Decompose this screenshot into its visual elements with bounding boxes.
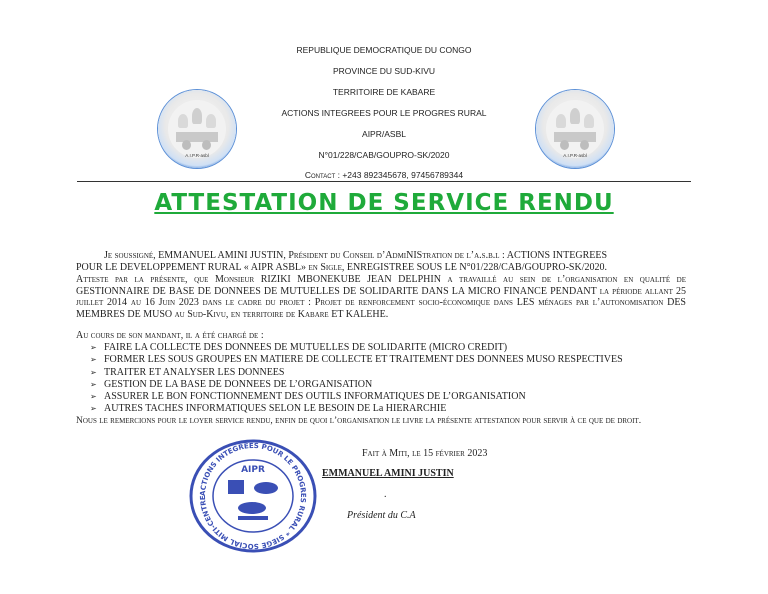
- signature-mark: .: [384, 489, 387, 500]
- header-divider: [77, 181, 691, 182]
- signatory-name: EMMANUEL AMINI JUSTIN: [322, 468, 454, 479]
- attestation-paragraph: Atteste par la présente, que Monsieur RIZIKI MBONEKUBE JEAN DELPHIN a travaillé au sein de l’organisation en qualité de GESTIONNAIRE DE BASE DE DONNEES DE MUTUELLES DE SOLIDARITE DANS LA MICRO FINANCE PENDANT la période allant 25 juillet 2014 au 16 Juin 2023 dans le cadre du projet : Projet de renforcement socio-économique dans LES ménages par l’autonomisation DES MEMBRES DE MUSO au Sud-Kivu, en territoire de Kabare ET KALEHE.: [76, 274, 686, 320]
- task-item: ➢ GESTION DE LA BASE DE DONNEES DE L’ORGANISATION: [90, 379, 690, 391]
- task-item: ➢ FAIRE LA COLLECTE DES DONNEES DE MUTUELLES DE SOLIDARITE (MICRO CREDIT): [90, 342, 690, 354]
- task-item: ➢ TRAITER ET ANALYSER LES DONNEES: [90, 367, 690, 379]
- header-reference: N°01/228/CAB/GOUPRO-SK/2020: [318, 150, 450, 160]
- stamp-center-text: AIPR: [241, 465, 265, 475]
- declarant-line-2: POUR LE DEVELOPPEMENT RURAL « AIPR ASBL» en Sigle, ENREGISTREE SOUS LE N°01/228/CAB/GOUPRO-SK/2020.: [76, 261, 607, 273]
- task-item: ➢ FORMER LES SOUS GROUPES EN MATIERE DE COLLECTE ET TRAITEMENT DES DONNEES MUSO RESPECTIVES: [90, 354, 690, 366]
- org-logo-right: [536, 90, 614, 168]
- header-country: REPUBLIQUE DEMOCRATIQUE DU CONGO: [296, 45, 472, 55]
- logo-caption: A.I.P.R-asbl: [563, 153, 587, 158]
- header-org-name: ACTIONS INTEGREES POUR LE PROGRES RURAL: [281, 108, 487, 118]
- closing-paragraph: Nous le remercions pour le loyer service rendu, enfin de quoi l’organisation le livre la présente attestation pour servir à ce que de droit.: [76, 416, 642, 426]
- task-item: ➢ AUTRES TACHES INFORMATIQUES SELON LE BESOIN DE La HIERARCHIE: [90, 403, 690, 415]
- official-stamp: [182, 436, 324, 556]
- header-province: PROVINCE DU SUD-KIVU: [332, 66, 435, 76]
- declarant-paragraph: [76, 250, 686, 273]
- declarant-line-1: Je soussigné, EMMANUEL AMINI JUSTIN, Président du Conseil d’AdmiNIStration de l’a.s.b.l : ACTIONS INTEGREES: [104, 250, 608, 261]
- stamp-emblem: [228, 480, 278, 520]
- logo-caption: A.I.P.R-asbl: [185, 153, 209, 158]
- document-title: ATTESTATION DE SERVICE RENDU: [154, 190, 614, 216]
- svg-text:ACTIONS INTEGREES POUR LE PROG: [199, 442, 307, 550]
- task-item: ➢ ASSURER LE BON FONCTIONNEMENT DES OUTILS INFORMATIQUES DE L’ORGANISATION: [90, 391, 690, 403]
- signatory-role: Président du C.A: [347, 510, 416, 521]
- task-list: [90, 342, 690, 416]
- place-date: Fait à Miti, le 15 février 2023: [362, 448, 488, 459]
- header-contact: Contact : +243 892345678, 97456789344: [304, 170, 464, 180]
- header-territory: TERRITOIRE DE KABARE: [332, 87, 436, 97]
- header-org-acronym: AIPR/ASBL: [362, 129, 406, 139]
- org-logo-left: [158, 90, 236, 168]
- stamp-ring-text: ACTIONS INTEGREES POUR LE PROGRES RURAL * SIEGE SOCIAL MITI-CENTRE: [198, 441, 308, 551]
- tasks-intro: Au cours de son mandant, il a été chargé de :: [76, 330, 264, 341]
